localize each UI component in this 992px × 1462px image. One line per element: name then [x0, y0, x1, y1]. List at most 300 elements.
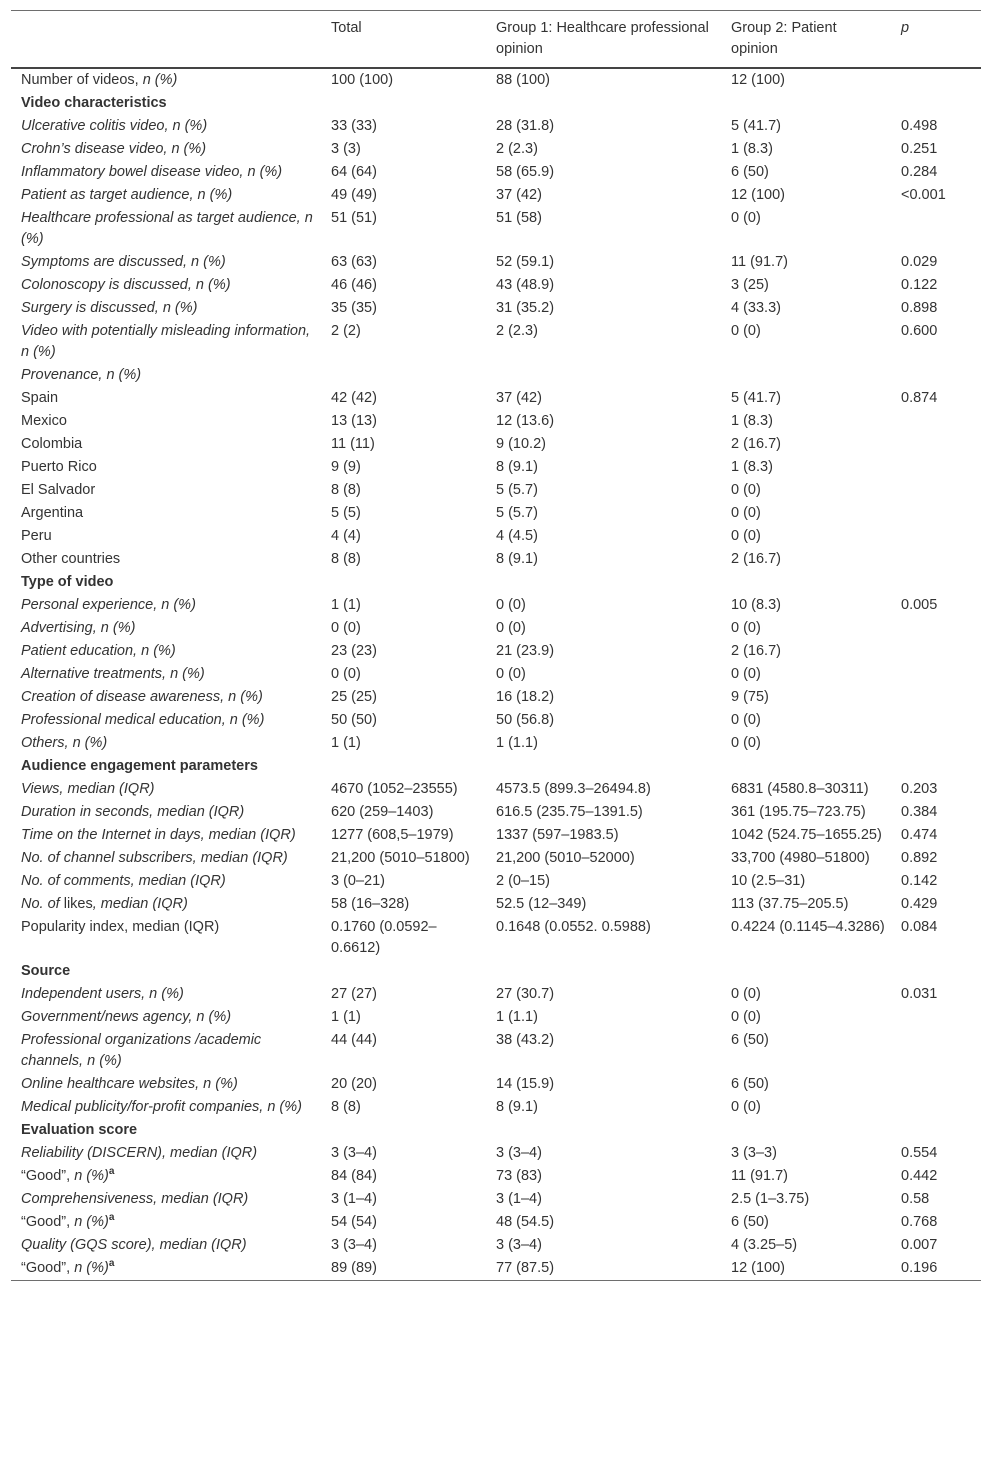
row-label: [11, 115, 321, 138]
table-row: [11, 893, 981, 916]
table-row: [11, 548, 981, 571]
cell-group-1: 1 (1.1): [496, 1009, 538, 1025]
cell-total: 3 (3–4): [331, 1237, 377, 1253]
cell-group-1: 43 (48.9): [496, 277, 555, 293]
cell-group-1: 28 (31.8): [496, 118, 555, 134]
cell-group-1: 1 (1.1): [496, 735, 538, 751]
cell-p-value: [891, 1006, 981, 1029]
table-row: [11, 1211, 981, 1234]
cell-total: 1277 (608,5–1979): [331, 827, 454, 843]
cell-group-1: 9 (10.2): [496, 436, 546, 452]
row-label-prefix: No. of: [21, 896, 64, 912]
header-p-value: p: [901, 20, 910, 36]
row-label: [11, 1211, 321, 1234]
cell-group-1: 50 (56.8): [496, 712, 555, 728]
cell-total: 0.1760 (0.0592–0.6612): [331, 919, 437, 956]
cell-p-value: 0.031: [901, 986, 938, 1002]
section-row: [11, 1119, 981, 1142]
cell-group-2: 1 (8.3): [731, 413, 773, 429]
cell-group-1: 1337 (597–1983.5): [496, 827, 619, 843]
row-label-text: No. of comments, median (IQR): [21, 873, 226, 889]
row-label: [11, 479, 321, 502]
row-label-text: Argentina: [21, 505, 84, 521]
row-label: [11, 1029, 321, 1073]
table-row: [11, 502, 981, 525]
row-label-suffix: n (%): [74, 1168, 109, 1184]
row-label: [11, 433, 321, 456]
row-label-text: likes: [63, 896, 93, 912]
cell-group-2: 2.5 (1–3.75): [731, 1191, 810, 1207]
cell-group-1: 21,200 (5010–52000): [496, 850, 635, 866]
cell-total: 1 (1): [331, 597, 361, 613]
cell-group-1: 2 (0–15): [496, 873, 551, 889]
row-label-text: Video with potentially misleading information, n (%): [21, 323, 311, 360]
row-label-text: Quality (GQS score), median (IQR): [21, 1237, 247, 1253]
table-container: [11, 10, 981, 1281]
header-group-1: Group 1: Healthcare professional opinion: [496, 20, 709, 57]
row-label: [11, 1096, 321, 1119]
cell-group-1: 52.5 (12–349): [496, 896, 587, 912]
cell-group-2: 33,700 (4980–51800): [731, 850, 870, 866]
cell-group-2: 6 (50): [731, 1076, 769, 1092]
table-row: [11, 456, 981, 479]
row-label-text: “Good”,: [21, 1260, 75, 1276]
table-row: [11, 709, 981, 732]
row-label: [11, 1257, 321, 1281]
cell-p-value: [891, 502, 981, 525]
row-label-text: Number of videos,: [21, 72, 143, 88]
cell-total: 35 (35): [331, 300, 377, 316]
row-label-text: Medical publicity/for-profit companies, n (%): [21, 1099, 302, 1115]
cell-p-value: [891, 456, 981, 479]
cell-group-2: 1 (8.3): [731, 141, 773, 157]
cell-p-value: 0.892: [901, 850, 938, 866]
cell-group-2: 0 (0): [731, 482, 761, 498]
cell-group-1: 16 (18.2): [496, 689, 555, 705]
row-label-suffix: , median (IQR): [92, 896, 188, 912]
row-label: [11, 778, 321, 801]
cell-total: 3 (0–21): [331, 873, 386, 889]
cell-group-2: 2 (16.7): [731, 643, 781, 659]
row-label-text: Creation of disease awareness, n (%): [21, 689, 263, 705]
table-row: [11, 1188, 981, 1211]
row-label-text: Views, median (IQR): [21, 781, 155, 797]
row-label-text: Government/news agency, n (%): [21, 1009, 232, 1025]
cell-group-2: 2 (16.7): [731, 436, 781, 452]
table-row: [11, 594, 981, 617]
cell-p-value: [891, 663, 981, 686]
row-label-text: Inflammatory bowel disease video, n (%): [21, 164, 283, 180]
row-label: [11, 732, 321, 755]
row-label-text: “Good”,: [21, 1168, 75, 1184]
cell-group-1: 58 (65.9): [496, 164, 555, 180]
section-row: [11, 571, 981, 594]
section-heading: Source: [21, 963, 71, 979]
row-label: [11, 297, 321, 320]
footnote-marker: a: [108, 1258, 115, 1270]
row-label: [11, 1234, 321, 1257]
cell-p-value: [891, 709, 981, 732]
table-row: [11, 297, 981, 320]
cell-total: 21,200 (5010–51800): [331, 850, 470, 866]
table-row: [11, 274, 981, 297]
cell-p-value: 0.498: [901, 118, 938, 134]
table-row: [11, 778, 981, 801]
row-label-text: Comprehensiveness, median (IQR): [21, 1191, 249, 1207]
cell-group-1: 2 (2.3): [496, 141, 538, 157]
cell-group-2: 0 (0): [731, 528, 761, 544]
row-label: [11, 387, 321, 410]
table-row: [11, 663, 981, 686]
row-label: [11, 184, 321, 207]
cell-group-2: 6 (50): [731, 164, 769, 180]
cell-group-1: 77 (87.5): [496, 1260, 555, 1276]
row-label-suffix: n (%): [142, 72, 178, 88]
cell-group-1: 12 (13.6): [496, 413, 555, 429]
cell-group-1: 3 (1–4): [496, 1191, 542, 1207]
row-label: [11, 1006, 321, 1029]
cell-p-value: [891, 1029, 981, 1073]
row-label: [11, 594, 321, 617]
section-heading: Video characteristics: [21, 95, 167, 111]
row-label-suffix: n (%): [74, 1214, 109, 1230]
cell-p-value: [891, 207, 981, 251]
table-body: [11, 68, 981, 1281]
cell-group-2: 0 (0): [731, 735, 761, 751]
cell-group-2: 0 (0): [731, 210, 761, 226]
cell-group-1: 51 (58): [496, 210, 542, 226]
cell-p-value: [891, 433, 981, 456]
cell-total: 23 (23): [331, 643, 377, 659]
cell-group-1: 4573.5 (899.3–26494.8): [496, 781, 651, 797]
cell-total: 0 (0): [331, 666, 361, 682]
cell-group-2: 0 (0): [731, 1009, 761, 1025]
row-label-text: Colombia: [21, 436, 83, 452]
cell-total: 8 (8): [331, 1099, 361, 1115]
cell-p-value: 0.768: [901, 1214, 938, 1230]
cell-group-1: 4 (4.5): [496, 528, 538, 544]
cell-total: 3 (3): [331, 141, 361, 157]
row-label: [11, 456, 321, 479]
row-label: [11, 824, 321, 847]
cell-total: 2 (2): [331, 323, 361, 339]
cell-total: 51 (51): [331, 210, 377, 226]
table-row: [11, 732, 981, 755]
cell-total: 9 (9): [331, 459, 361, 475]
cell-total: [321, 364, 486, 387]
table-row: [11, 115, 981, 138]
cell-total: 4 (4): [331, 528, 361, 544]
table-row: [11, 801, 981, 824]
table-row: [11, 847, 981, 870]
cell-group-1: 73 (83): [496, 1168, 542, 1184]
row-label: [11, 207, 321, 251]
cell-group-2: 9 (75): [731, 689, 769, 705]
row-label-text: Ulcerative colitis video, n (%): [21, 118, 208, 134]
row-label-text: Provenance, n (%): [21, 367, 142, 383]
cell-group-2: 11 (91.7): [731, 254, 788, 270]
table-row: [11, 870, 981, 893]
section-heading: Type of video: [21, 574, 114, 590]
table-row: [11, 184, 981, 207]
row-label: [11, 1073, 321, 1096]
cell-total: 620 (259–1403): [331, 804, 434, 820]
cell-group-1: 48 (54.5): [496, 1214, 555, 1230]
table-row: [11, 161, 981, 184]
section-row: [11, 92, 981, 115]
cell-group-1: 37 (42): [496, 390, 542, 406]
cell-group-1: 5 (5.7): [496, 505, 538, 521]
row-label: [11, 801, 321, 824]
cell-total: 8 (8): [331, 551, 361, 567]
cell-total: 13 (13): [331, 413, 377, 429]
results-table: [11, 10, 981, 1281]
cell-p-value: 0.007: [901, 1237, 938, 1253]
row-label-text: Popularity index, median (IQR): [21, 919, 220, 935]
row-label-text: El Salvador: [21, 482, 96, 498]
cell-p-value: 0.384: [901, 804, 938, 820]
cell-group-2: 12 (100): [731, 72, 786, 88]
cell-group-2: 0 (0): [731, 323, 761, 339]
row-label-text: Colonoscopy is discussed, n (%): [21, 277, 231, 293]
cell-group-1: 0 (0): [496, 666, 526, 682]
cell-p-value: 0.005: [901, 597, 938, 613]
cell-total: 8 (8): [331, 482, 361, 498]
table-row: [11, 433, 981, 456]
section-row: [11, 755, 981, 778]
cell-p-value: 0.196: [901, 1260, 938, 1276]
cell-p-value: <0.001: [901, 187, 946, 203]
cell-group-1: 31 (35.2): [496, 300, 555, 316]
table-row: [11, 916, 981, 960]
row-label: [11, 320, 321, 364]
row-label-text: Patient education, n (%): [21, 643, 176, 659]
row-label-text: No. of channel subscribers, median (IQR): [21, 850, 288, 866]
table-row: [11, 364, 981, 387]
row-label-text: “Good”,: [21, 1214, 75, 1230]
cell-total: 54 (54): [331, 1214, 377, 1230]
cell-group-2: [721, 364, 891, 387]
cell-p-value: 0.442: [901, 1168, 938, 1184]
cell-p-value: [891, 617, 981, 640]
row-label-text: Healthcare professional as target audience, n (%): [21, 210, 313, 247]
footnote-marker: a: [108, 1166, 115, 1178]
cell-group-1: 8 (9.1): [496, 1099, 538, 1115]
cell-group-1: 37 (42): [496, 187, 542, 203]
table-row: [11, 983, 981, 1006]
table-row: [11, 824, 981, 847]
cell-total: 0 (0): [331, 620, 361, 636]
cell-group-2: 12 (100): [731, 187, 786, 203]
cell-group-1: 0 (0): [496, 597, 526, 613]
cell-group-2: 0 (0): [731, 712, 761, 728]
row-label: [11, 161, 321, 184]
table-row: [11, 1165, 981, 1188]
cell-total: 44 (44): [331, 1032, 377, 1048]
table-row: [11, 1234, 981, 1257]
cell-p-value: 0.029: [901, 254, 938, 270]
row-label-text: Peru: [21, 528, 52, 544]
table-row: [11, 387, 981, 410]
row-label-text: Mexico: [21, 413, 67, 429]
cell-group-2: 5 (41.7): [731, 118, 781, 134]
cell-group-2: 3 (25): [731, 277, 769, 293]
cell-group-2: 0 (0): [731, 666, 761, 682]
cell-group-1: 3 (3–4): [496, 1237, 542, 1253]
cell-p-value: [891, 1073, 981, 1096]
table-row: [11, 251, 981, 274]
cell-p-value: 0.122: [901, 277, 938, 293]
row-label: [11, 364, 321, 387]
cell-total: 63 (63): [331, 254, 377, 270]
header-row: [11, 11, 981, 69]
cell-group-2: 6 (50): [731, 1032, 769, 1048]
row-label-text: Symptoms are discussed, n (%): [21, 254, 226, 270]
row-label-text: Other countries: [21, 551, 121, 567]
row-label-text: Duration in seconds, median (IQR): [21, 804, 245, 820]
cell-p-value: [891, 410, 981, 433]
table-row: [11, 320, 981, 364]
table-row: [11, 1257, 981, 1281]
cell-p-value: 0.084: [901, 919, 938, 935]
cell-group-1: 8 (9.1): [496, 459, 538, 475]
section-heading: Audience engagement parameters: [21, 758, 258, 774]
cell-group-1: 14 (15.9): [496, 1076, 555, 1092]
cell-group-1: 8 (9.1): [496, 551, 538, 567]
row-label: [11, 709, 321, 732]
cell-group-1: 0 (0): [496, 620, 526, 636]
cell-p-value: [891, 479, 981, 502]
table-row: [11, 640, 981, 663]
row-label-suffix: n (%): [74, 1260, 109, 1276]
cell-group-1: 52 (59.1): [496, 254, 555, 270]
row-label: [11, 251, 321, 274]
table-row: [11, 1096, 981, 1119]
cell-group-1: 21 (23.9): [496, 643, 555, 659]
row-label-text: Others, n (%): [21, 735, 108, 751]
row-label-text: Personal experience, n (%): [21, 597, 196, 613]
cell-group-2: 2 (16.7): [731, 551, 781, 567]
cell-total: 27 (27): [331, 986, 377, 1002]
row-label: [11, 1188, 321, 1211]
row-label-text: Time on the Internet in days, median (IQR): [21, 827, 296, 843]
cell-p-value: 0.898: [901, 300, 938, 316]
cell-p-value: [891, 68, 981, 92]
cell-total: 1 (1): [331, 1009, 361, 1025]
cell-group-1: 88 (100): [496, 72, 551, 88]
cell-group-1: [486, 364, 721, 387]
row-label: [11, 640, 321, 663]
cell-p-value: [891, 525, 981, 548]
table-row: [11, 617, 981, 640]
cell-group-2: 113 (37.75–205.5): [731, 896, 849, 912]
cell-total: 49 (49): [331, 187, 377, 203]
cell-group-1: 3 (3–4): [496, 1145, 542, 1161]
table-row: [11, 479, 981, 502]
cell-total: 3 (1–4): [331, 1191, 377, 1207]
cell-group-2: 10 (2.5–31): [731, 873, 806, 889]
footnote-marker: a: [108, 1212, 115, 1224]
cell-group-2: 0 (0): [731, 505, 761, 521]
cell-p-value: 0.203: [901, 781, 938, 797]
row-label-text: Surgery is discussed, n (%): [21, 300, 198, 316]
row-label: [11, 916, 321, 960]
cell-p-value: 0.58: [901, 1191, 930, 1207]
cell-p-value: 0.429: [901, 896, 938, 912]
header-group-2: Group 2: Patient opinion: [731, 20, 837, 57]
cell-group-2: 12 (100): [731, 1260, 786, 1276]
row-label: [11, 274, 321, 297]
table-row: [11, 525, 981, 548]
row-label: [11, 525, 321, 548]
cell-p-value: 0.142: [901, 873, 938, 889]
cell-total: 64 (64): [331, 164, 377, 180]
cell-total: 84 (84): [331, 1168, 377, 1184]
table-row: [11, 207, 981, 251]
cell-p-value: [891, 364, 981, 387]
cell-p-value: 0.251: [901, 141, 938, 157]
table-row: [11, 686, 981, 709]
header-total: Total: [331, 20, 362, 36]
cell-total: 58 (16–328): [331, 896, 410, 912]
cell-group-2: 6831 (4580.8–30311): [731, 781, 869, 797]
cell-group-2: 361 (195.75–723.75): [731, 804, 866, 820]
section-row: [11, 960, 981, 983]
table-row: [11, 410, 981, 433]
row-label-text: Online healthcare websites, n (%): [21, 1076, 238, 1092]
cell-p-value: 0.474: [901, 827, 938, 843]
cell-group-2: 0 (0): [731, 620, 761, 636]
cell-group-2: 4 (33.3): [731, 300, 781, 316]
cell-p-value: 0.554: [901, 1145, 938, 1161]
row-label: [11, 983, 321, 1006]
cell-p-value: [891, 640, 981, 663]
row-label-text: Advertising, n (%): [21, 620, 136, 636]
cell-total: 5 (5): [331, 505, 361, 521]
row-label-text: Spain: [21, 390, 59, 406]
cell-total: 46 (46): [331, 277, 377, 293]
row-label-text: Crohn’s disease video, n (%): [21, 141, 207, 157]
cell-group-2: 0.4224 (0.1145–4.3286): [731, 919, 885, 935]
section-heading: Evaluation score: [21, 1122, 138, 1138]
cell-total: 4670 (1052–23555): [331, 781, 458, 797]
row-label: [11, 617, 321, 640]
row-label: [11, 68, 321, 92]
table-row: [11, 1006, 981, 1029]
row-label: [11, 686, 321, 709]
cell-group-2: 4 (3.25–5): [731, 1237, 798, 1253]
cell-group-1: 2 (2.3): [496, 323, 538, 339]
cell-p-value: [891, 548, 981, 571]
table-row: [11, 138, 981, 161]
cell-p-value: 0.284: [901, 164, 938, 180]
row-label-text: Patient as target audience, n (%): [21, 187, 233, 203]
cell-total: 42 (42): [331, 390, 377, 406]
cell-group-2: 3 (3–3): [731, 1145, 777, 1161]
row-label: [11, 1165, 321, 1188]
cell-p-value: [891, 686, 981, 709]
cell-total: 1 (1): [331, 735, 361, 751]
cell-group-2: 0 (0): [731, 1099, 761, 1115]
cell-total: 20 (20): [331, 1076, 377, 1092]
cell-total: 33 (33): [331, 118, 377, 134]
cell-group-1: 616.5 (235.75–1391.5): [496, 804, 643, 820]
cell-group-1: 38 (43.2): [496, 1032, 555, 1048]
cell-p-value: 0.874: [901, 390, 938, 406]
row-label-text: Alternative treatments, n (%): [21, 666, 205, 682]
cell-total: 89 (89): [331, 1260, 377, 1276]
cell-group-2: 5 (41.7): [731, 390, 781, 406]
